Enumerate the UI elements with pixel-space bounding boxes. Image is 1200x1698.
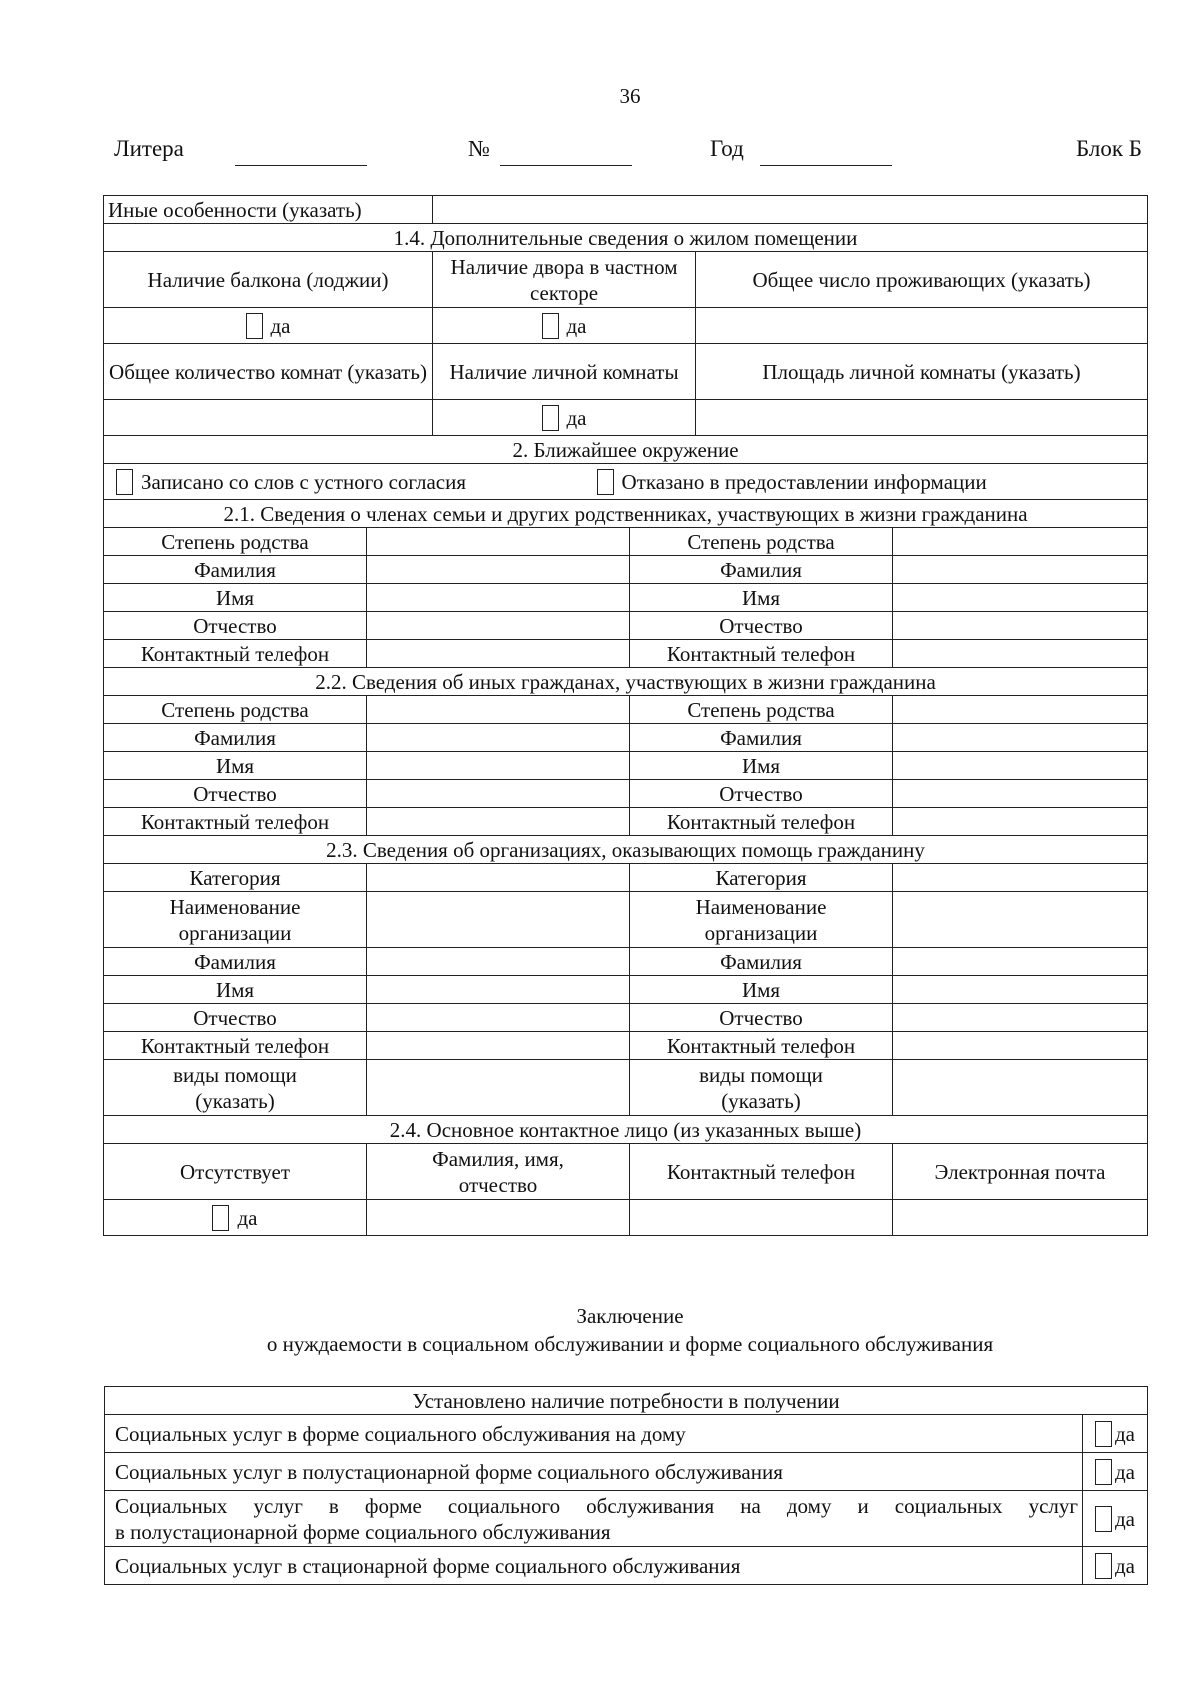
other-1-kinship-field[interactable] xyxy=(367,696,630,724)
org-1-firstname-field[interactable] xyxy=(367,976,630,1004)
relative-2-name-field[interactable] xyxy=(893,584,1148,612)
org-2-category-label: Категория xyxy=(630,864,893,892)
other-features-label: Иные особенности (указать) xyxy=(104,196,433,224)
year-field[interactable] xyxy=(760,165,892,166)
section-2-3-title: 2.3. Сведения об организациях, оказывающих помощь гражданину xyxy=(104,836,1148,864)
number-field[interactable] xyxy=(500,165,632,166)
contact-absent-cell xyxy=(104,1200,367,1236)
other-2-surname-label: Фамилия xyxy=(630,724,893,752)
org-1-category-field[interactable] xyxy=(367,864,630,892)
relative-1-phone-label: Контактный телефон xyxy=(104,640,367,668)
litera-label: Литера xyxy=(114,136,184,161)
other-features-field[interactable] xyxy=(433,196,1148,224)
conclusion-table-title: Установлено наличие потребности в получении xyxy=(105,1387,1148,1415)
balcony-cell xyxy=(104,308,433,344)
main-form-table xyxy=(103,195,1148,1236)
contact-phone-field[interactable] xyxy=(630,1200,893,1236)
other-1-surname-label: Фамилия xyxy=(104,724,367,752)
conclusion-table xyxy=(104,1386,1148,1585)
personal-room-label: Наличие личной комнаты xyxy=(433,344,696,400)
yard-yes-label: да xyxy=(566,313,587,338)
number-label: № xyxy=(468,136,490,161)
relative-1-kinship-field[interactable] xyxy=(367,528,630,556)
contact-phone-label: Контактный телефон xyxy=(630,1144,893,1200)
relative-2-patronymic-label: Отчество xyxy=(630,612,893,640)
other-2-patronymic-field[interactable] xyxy=(893,780,1148,808)
section-1-4-title: 1.4. Дополнительные сведения о жилом помещении xyxy=(104,224,1148,252)
org-2-surname-field[interactable] xyxy=(893,948,1148,976)
relative-2-phone-label: Контактный телефон xyxy=(630,640,893,668)
other-1-patronymic-label: Отчество xyxy=(104,780,367,808)
org-1-surname-label: Фамилия xyxy=(104,948,367,976)
balcony-yes-label: да xyxy=(270,313,291,338)
relative-2-name-label: Имя xyxy=(630,584,893,612)
other-1-surname-field[interactable] xyxy=(367,724,630,752)
consent-row xyxy=(104,464,1148,500)
org-2-firstname-label: Имя xyxy=(630,976,893,1004)
need-semi-stationary-checkbox[interactable] xyxy=(1095,1459,1112,1485)
refused-info-checkbox[interactable] xyxy=(597,469,614,495)
personal-room-yes-label: да xyxy=(566,405,587,430)
relative-2-surname-field[interactable] xyxy=(893,556,1148,584)
other-1-phone-field[interactable] xyxy=(367,808,630,836)
relative-1-phone-field[interactable] xyxy=(367,640,630,668)
relative-1-kinship-label: Степень родства xyxy=(104,528,367,556)
contact-absent-yes-label: да xyxy=(237,1205,258,1230)
section-2-1-title: 2.1. Сведения о членах семьи и других родственниках, участвующих в жизни гражданина xyxy=(104,500,1148,528)
org-2-name-label: Наименование организации xyxy=(630,892,893,948)
org-2-help-label: виды помощи (указать) xyxy=(630,1060,893,1116)
relative-2-kinship-label: Степень родства xyxy=(630,528,893,556)
rooms-total-field[interactable] xyxy=(104,400,433,436)
need-stationary-label: Социальных услуг в стационарной форме социального обслуживания xyxy=(105,1547,1083,1585)
contact-absent-label: Отсутствует xyxy=(104,1144,367,1200)
relative-2-kinship-field[interactable] xyxy=(893,528,1148,556)
rooms-total-label: Общее количество комнат (указать) xyxy=(104,344,433,400)
litera-field[interactable] xyxy=(235,165,367,166)
org-2-firstname-field[interactable] xyxy=(893,976,1148,1004)
org-1-category-label: Категория xyxy=(104,864,367,892)
personal-room-area-label: Площадь личной комнаты (указать) xyxy=(696,344,1148,400)
residents-label: Общее число проживающих (указать) xyxy=(696,252,1148,308)
other-2-surname-field[interactable] xyxy=(893,724,1148,752)
contact-fio-field[interactable] xyxy=(367,1200,630,1236)
contact-email-field[interactable] xyxy=(893,1200,1148,1236)
need-home-service-checkbox[interactable] xyxy=(1095,1421,1112,1447)
other-2-patronymic-label: Отчество xyxy=(630,780,893,808)
section-2-4-title: 2.4. Основное контактное лицо (из указанных выше) xyxy=(104,1116,1148,1144)
org-1-help-label: виды помощи (указать) xyxy=(104,1060,367,1116)
other-2-phone-field[interactable] xyxy=(893,808,1148,836)
org-1-firstname-label: Имя xyxy=(104,976,367,1004)
contact-absent-checkbox[interactable] xyxy=(212,1205,229,1231)
org-1-surname-field[interactable] xyxy=(367,948,630,976)
org-2-phone-field[interactable] xyxy=(893,1032,1148,1060)
refused-info-label: Отказано в предоставлении информации xyxy=(621,469,987,494)
other-2-kinship-field[interactable] xyxy=(893,696,1148,724)
year-label: Год xyxy=(710,136,744,161)
need-home-service-label: Социальных услуг в форме социального обслуживания на дому xyxy=(105,1415,1083,1453)
conclusion-heading: Заключение xyxy=(576,1304,684,1328)
org-2-help-field[interactable] xyxy=(893,1060,1148,1116)
other-1-kinship-label: Степень родства xyxy=(104,696,367,724)
org-2-name-field[interactable] xyxy=(893,892,1148,948)
org-1-phone-field[interactable] xyxy=(367,1032,630,1060)
relative-1-surname-field[interactable] xyxy=(367,556,630,584)
contact-fio-label: Фамилия, имя, отчество xyxy=(367,1144,630,1200)
other-2-name-field[interactable] xyxy=(893,752,1148,780)
other-2-phone-label: Контактный телефон xyxy=(630,808,893,836)
form-header xyxy=(114,136,1142,172)
need-semi-stationary-label: Социальных услуг в полустационарной форме социального обслуживания xyxy=(105,1453,1083,1491)
section-2-2-title: 2.2. Сведения об иных гражданах, участвующих в жизни гражданина xyxy=(104,668,1148,696)
yard-checkbox[interactable] xyxy=(542,313,559,339)
need-combined-cell: да xyxy=(1083,1491,1148,1547)
yard-label: Наличие двора в частном секторе xyxy=(433,252,696,308)
relative-1-patronymic-label: Отчество xyxy=(104,612,367,640)
need-home-service-cell: да xyxy=(1083,1415,1148,1453)
personal-room-area-field[interactable] xyxy=(696,400,1148,436)
relative-1-patronymic-field[interactable] xyxy=(367,612,630,640)
recorded-consent-label: Записано со слов с устного согласия xyxy=(141,469,466,494)
relative-1-name-label: Имя xyxy=(104,584,367,612)
org-2-surname-label: Фамилия xyxy=(630,948,893,976)
block-label: Блок Б xyxy=(1075,136,1142,161)
org-1-phone-label: Контактный телефон xyxy=(104,1032,367,1060)
org-1-patronymic-label: Отчество xyxy=(104,1004,367,1032)
personal-room-checkbox[interactable] xyxy=(542,405,559,431)
need-semi-stationary-cell: да xyxy=(1083,1453,1148,1491)
need-stationary-checkbox[interactable] xyxy=(1095,1553,1112,1579)
balcony-label: Наличие балкона (лоджии) xyxy=(104,252,433,308)
org-1-help-field[interactable] xyxy=(367,1060,630,1116)
org-1-name-field[interactable] xyxy=(367,892,630,948)
residents-field[interactable] xyxy=(696,308,1148,344)
contact-email-label: Электронная почта xyxy=(893,1144,1148,1200)
other-1-patronymic-field[interactable] xyxy=(367,780,630,808)
other-1-name-field[interactable] xyxy=(367,752,630,780)
relative-2-phone-field[interactable] xyxy=(893,640,1148,668)
relative-1-name-field[interactable] xyxy=(367,584,630,612)
org-2-patronymic-label: Отчество xyxy=(630,1004,893,1032)
relative-2-surname-label: Фамилия xyxy=(630,556,893,584)
org-2-category-field[interactable] xyxy=(893,864,1148,892)
conclusion-subheading: о нуждаемости в социальном обслуживании и форме социального обслуживания xyxy=(266,1332,994,1356)
other-2-name-label: Имя xyxy=(630,752,893,780)
need-stationary-cell: да xyxy=(1083,1547,1148,1585)
need-combined-checkbox[interactable] xyxy=(1095,1506,1112,1532)
org-1-patronymic-field[interactable] xyxy=(367,1004,630,1032)
other-1-name-label: Имя xyxy=(104,752,367,780)
org-2-patronymic-field[interactable] xyxy=(893,1004,1148,1032)
page-number: 36 xyxy=(619,84,641,108)
other-2-kinship-label: Степень родства xyxy=(630,696,893,724)
other-1-phone-label: Контактный телефон xyxy=(104,808,367,836)
relative-2-patronymic-field[interactable] xyxy=(893,612,1148,640)
org-1-name-label: Наименование организации xyxy=(104,892,367,948)
conclusion-title xyxy=(0,1302,1200,1358)
personal-room-cell xyxy=(433,400,696,436)
recorded-consent-checkbox[interactable] xyxy=(116,469,133,495)
need-combined-label: Социальных услуг в форме социального обслуживания на дому и социальных услуг в полустационарной форме социального обслуживания xyxy=(105,1491,1083,1547)
org-2-phone-label: Контактный телефон xyxy=(630,1032,893,1060)
balcony-checkbox[interactable] xyxy=(246,313,263,339)
yard-cell xyxy=(433,308,696,344)
section-2-title: 2. Ближайшее окружение xyxy=(104,436,1148,464)
relative-1-surname-label: Фамилия xyxy=(104,556,367,584)
